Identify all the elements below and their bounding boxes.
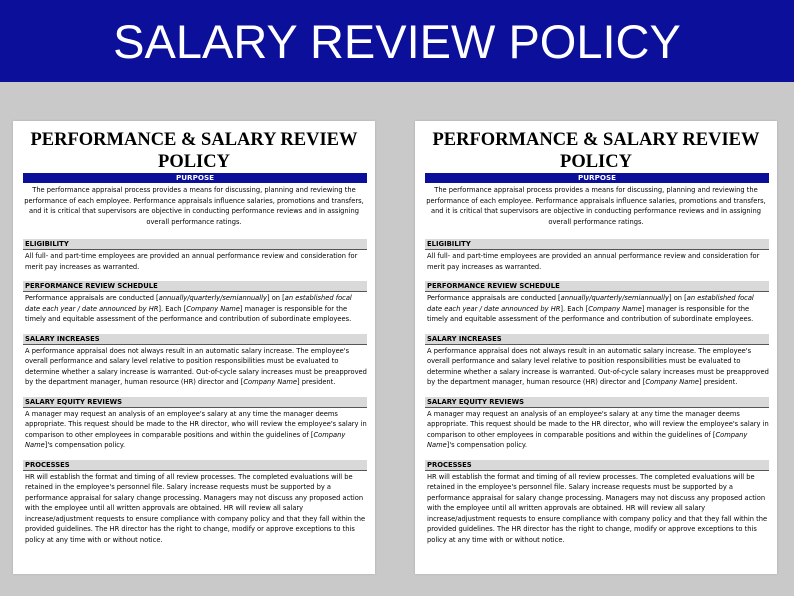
section-equity [23, 397, 367, 451]
placeholder-text: Company Name [645, 378, 700, 387]
text-run: ] on [ [668, 294, 687, 303]
text-run: A manager may request an analysis of an employee's salary at any time the manager deems appropriate. This request should be made to the HR director, who will review the employee's salary in comparison to other employees in comparable positions and within the guidelines of [ [427, 409, 769, 439]
placeholder-text: Company Name [427, 430, 748, 450]
purpose-heading: PURPOSE [425, 173, 769, 183]
placeholder-text: an established focal date each year / date announced by HR [25, 294, 352, 313]
section-body [23, 408, 367, 451]
document-title: PERFORMANCE & SALARY REVIEW POLICY [432, 130, 760, 172]
document-page-left [13, 121, 375, 574]
section-heading: SALARY INCREASES [23, 334, 367, 345]
section-body [23, 345, 367, 388]
section-processes [23, 460, 367, 546]
text-run: ] on [ [266, 294, 285, 303]
text-run: ] president. [699, 378, 738, 387]
placeholder-text: Company Name [186, 304, 240, 313]
purpose-text: The performance appraisal process provides a means for discussing, planning and reviewing the performance of each employee. Performance appraisals influence salaries, promotions and transfers, and it is critical that supervisors are objective in conducting performance reviews and in assigning overall performance ratings. [426, 186, 766, 226]
purpose-heading: PURPOSE [23, 173, 367, 183]
document-title: PERFORMANCE & SALARY REVIEW POLICY [30, 130, 358, 172]
text-run: A manager may request an analysis of an employee's salary at any time the manager deems appropriate. This request should be made to the HR director, who will review the employee's salary in comparison to other employees in comparable positions and within the guidelines of [ [25, 409, 367, 439]
section-heading: SALARY EQUITY REVIEWS [425, 397, 769, 408]
section-body [425, 408, 769, 451]
section-eligibility [23, 239, 367, 272]
placeholder-text: an established focal date each year / date announced by HR [427, 294, 754, 313]
text-run: A performance appraisal does not always result in an automatic salary increase. The employee's overall performance and salary level relative to position responsibilities must be evaluated to determine whether a salary increase is warranted. Out-of-cycle salary increases must be preapproved by the department manager, human resource (HR) director and [ [25, 346, 367, 387]
header-banner [0, 0, 794, 82]
section-heading: PERFORMANCE REVIEW SCHEDULE [425, 281, 769, 292]
section-increases [425, 334, 769, 388]
section-heading: ELIGIBILITY [425, 239, 769, 250]
section-body: All full- and part-time employees are provided an annual performance review and consideration for merit pay increases as warranted. [25, 252, 358, 271]
section-heading: PERFORMANCE REVIEW SCHEDULE [23, 281, 367, 292]
placeholder-text: Company Name [243, 378, 298, 387]
section-eligibility [425, 239, 769, 272]
text-run: ] president. [297, 378, 336, 387]
text-run: ]'s compensation policy. [44, 441, 126, 450]
placeholder-text: annually/quarterly/semiannually [560, 294, 669, 303]
section-schedule [425, 281, 769, 325]
banner-title: SALARY REVIEW POLICY [113, 14, 681, 68]
section-heading: PROCESSES [23, 460, 367, 471]
section-body [23, 292, 367, 325]
text-run: Performance appraisals are conducted [ [25, 294, 159, 303]
document-page-right [415, 121, 777, 574]
text-run: ]. Each [ [158, 304, 187, 313]
section-heading: PROCESSES [425, 460, 769, 471]
placeholder-text: Company Name [25, 430, 346, 450]
section-processes [425, 460, 769, 546]
section-body [425, 345, 769, 388]
section-body: HR will establish the format and timing of all review processes. The completed evaluations will be retained in the employee's personnel file. Salary increase requests must be supported by a performance appraisal for salary change processing. Managers may not discuss any proposed action with the employee until all written approvals are obtained. HR will review all salary increase/adjustment requests to ensure compliance with company policy and that they fall within the provided guidelines. The HR director has the right to change, modify or approve exceptions to this policy at any time with or without notice. [427, 472, 768, 544]
text-run: ]. Each [ [560, 304, 589, 313]
section-body [425, 292, 769, 325]
text-run: ]'s compensation policy. [446, 441, 528, 450]
text-run: A performance appraisal does not always result in an automatic salary increase. The employee's overall performance and salary level relative to position responsibilities must be evaluated to determine whether a salary increase is warranted. Out-of-cycle salary increases must be preapproved by the department manager, human resource (HR) director and [ [427, 346, 769, 387]
text-run: ] manager is responsible for the timely and equitable assessment of the performance and contribution of subordinate employees. [427, 304, 754, 324]
section-heading: SALARY INCREASES [425, 334, 769, 345]
placeholder-text: annually/quarterly/semiannually [158, 294, 267, 303]
text-run: ] manager is responsible for the timely and equitable assessment of the performance and contribution of subordinate employees. [25, 304, 352, 324]
placeholder-text: Company Name [588, 304, 642, 313]
section-body: HR will establish the format and timing of all review processes. The completed evaluations will be retained in the employee's personnel file. Salary increase requests must be supported by a performance appraisal for salary change processing. Managers may not discuss any proposed action with the employee until all written approvals are obtained. HR will review all salary increase/adjustment requests to ensure compliance with company policy and that they fall within the provided guidelines. The HR director has the right to change, modify or approve exceptions to this policy at any time with or without notice. [25, 472, 366, 544]
section-schedule [23, 281, 367, 325]
section-body: All full- and part-time employees are provided an annual performance review and consideration for merit pay increases as warranted. [427, 252, 760, 271]
section-heading: SALARY EQUITY REVIEWS [23, 397, 367, 408]
section-equity [425, 397, 769, 451]
purpose-text: The performance appraisal process provides a means for discussing, planning and reviewing the performance of each employee. Performance appraisals influence salaries, promotions and transfers, and it is critical that supervisors are objective in conducting performance reviews and in assigning overall performance ratings. [24, 186, 364, 226]
text-run: Performance appraisals are conducted [ [427, 294, 561, 303]
section-increases [23, 334, 367, 388]
section-heading: ELIGIBILITY [23, 239, 367, 250]
